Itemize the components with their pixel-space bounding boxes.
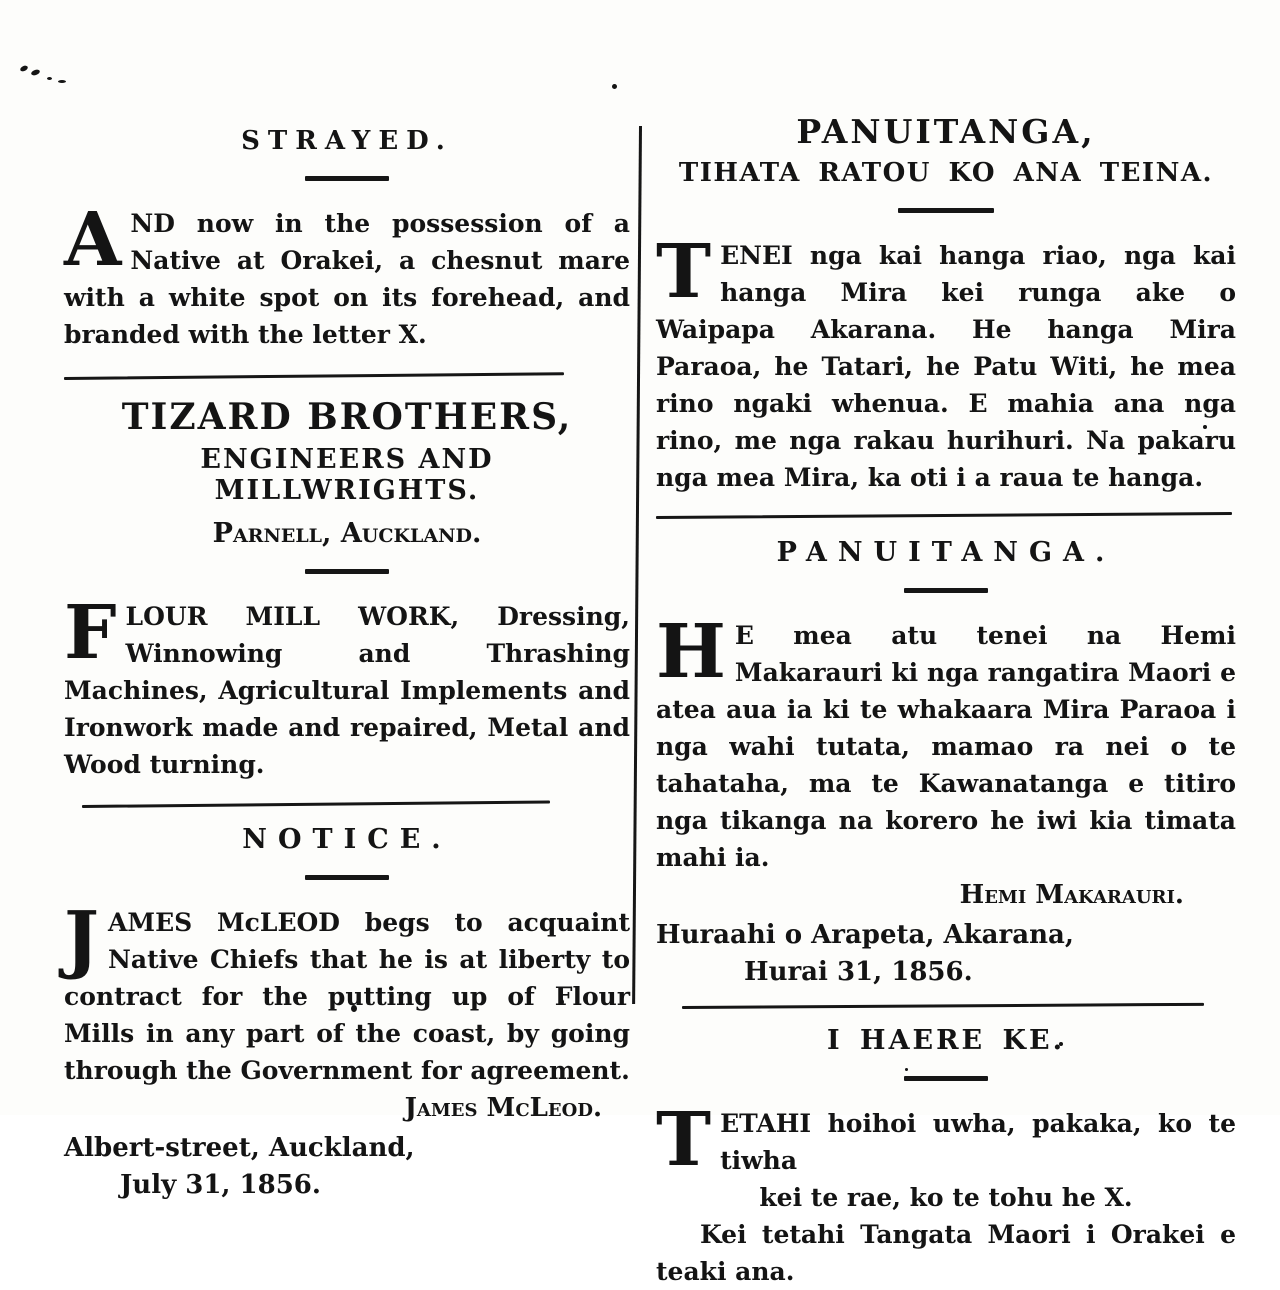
dropcap-letter: A — [64, 197, 122, 283]
section-rule — [656, 512, 1232, 519]
notice-paragraph — [64, 896, 630, 1089]
panuitanga2-address-line2: Hurai 31, 1856. — [744, 957, 973, 987]
notice-text: AMES McLEOD begs to acquaint Native Chiefs that he is at liberty to contract for the putting up of Flour Mills in any part of the coast, by going through the Government for agreement. — [64, 908, 630, 1085]
notice-signature: James McLeod. — [404, 1093, 602, 1123]
short-divider — [305, 875, 389, 880]
left-column — [64, 126, 630, 1203]
right-column — [656, 112, 1236, 1290]
strayed-text: ND now in the possession of a Native at Orakei, a chesnut mare with a white spot on its forehead, and branded with the letter X. — [64, 209, 630, 349]
ink-speck — [30, 69, 40, 77]
panuitanga2-paragraph — [656, 609, 1236, 876]
strayed-paragraph — [64, 197, 630, 353]
panuitanga2-signature: Hemi Makarauri. — [959, 880, 1184, 910]
panuitanga1-text: ENEI nga kai hanga riao, nga kai hanga Mira kei runga ake o Waipapa Akarana. He hanga Mira Paraoa, he Tatari, he Patu Witi, he mea rino ngaki whenua. E mahia ana nga rino, me nga rakau hurihuri. Na pakaru nga mea Mira, ka oti i a raua te hanga. — [656, 241, 1236, 492]
strayed-heading: STRAYED. — [241, 126, 453, 156]
short-divider — [904, 588, 988, 593]
section-rule — [682, 1003, 1204, 1009]
short-divider — [898, 208, 994, 213]
short-divider — [305, 176, 389, 181]
panuitanga2-address-line1: Huraahi o Arapeta, Akarana, — [656, 920, 1074, 950]
ink-speck — [47, 77, 52, 80]
short-divider — [904, 1076, 988, 1081]
dropcap-letter: T — [656, 229, 712, 315]
flour-mill-paragraph — [64, 590, 630, 783]
i-haere-ke-heading: I HAERE KE. — [827, 1025, 1065, 1056]
section-rule — [64, 372, 564, 380]
ink-speck — [19, 65, 28, 73]
panuitanga2-text: E mea atu tenei na Hemi Makarauri ki nga rangatira Maori e atea aua ia ki te whakaara Mira Paraoa i nga wahi tutata, mamao ra nei o te tahataha, ma te Kawanatanga e titiro nga tikanga na korero he iwi kia timata mahi ia. — [656, 621, 1236, 872]
panuitanga1-paragraph — [656, 229, 1236, 496]
tizard-location: Parnell, Auckland. — [212, 518, 482, 549]
dropcap-letter: F — [64, 590, 117, 676]
ink-speck — [612, 84, 617, 89]
column-divider-rule — [632, 126, 642, 1004]
tizard-subtitle: ENGINEERS AND MILLWRIGHTS. — [200, 444, 494, 506]
notice-address-line2: July 31, 1856. — [120, 1170, 321, 1200]
i-haere-ke-paragraph2: Kei tetahi Tangata Maori i Orakei e teaki ana. — [656, 1220, 1236, 1286]
dropcap-letter: H — [656, 609, 726, 695]
i-haere-ke-paragraph — [656, 1097, 1236, 1216]
notice-address-line1: Albert-street, Auckland, — [64, 1133, 415, 1163]
dropcap-letter: T — [656, 1097, 712, 1183]
panuitanga1-heading-line2: TIHATA RATOU KO ANA TEINA. — [678, 158, 1214, 188]
short-divider — [305, 569, 389, 574]
section-rule — [82, 801, 550, 808]
i-haere-ke-line2: kei te rae, ko te tohu he X. — [759, 1183, 1133, 1212]
panuitanga2-heading: PANUITANGA. — [776, 537, 1116, 568]
i-haere-ke-line1: ETAHI hoihoi uwha, pakaka, ko te tiwha — [720, 1109, 1236, 1175]
panuitanga1-heading-line1: PANUITANGA, — [796, 112, 1096, 151]
ink-speck — [58, 80, 66, 83]
notice-heading: NOTICE. — [242, 824, 452, 855]
flour-mill-text: LOUR MILL WORK, Dressing, Winnowing and Thrashing Machines, Agricultural Implements and Ironwork made and repaired, Metal and Wood turning. — [64, 602, 630, 779]
dropcap-letter: J — [64, 896, 100, 982]
tizard-title: TIZARD BROTHERS, — [121, 396, 573, 438]
